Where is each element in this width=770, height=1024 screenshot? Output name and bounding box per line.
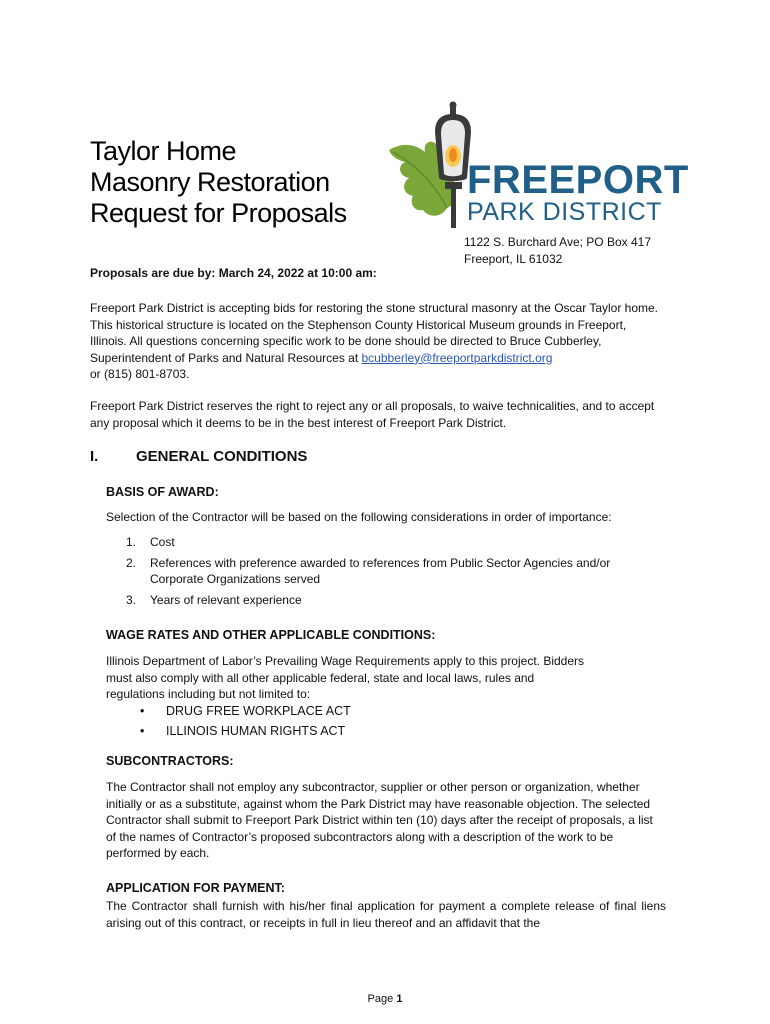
list-item	[140, 701, 351, 721]
list-item-text: Years of relevant experience	[150, 592, 302, 607]
section-title: GENERAL CONDITIONS	[136, 448, 308, 465]
bullet-icon: •	[140, 724, 145, 738]
intro-phone-line: or (815) 801-8703.	[90, 367, 190, 382]
section-number: I.	[90, 448, 99, 465]
compliance-bullet-list	[140, 701, 351, 741]
reserve-rights-paragraph: Freeport Park District reserves the right to reject any or all proposals, to waive technicalities, and to accept any proposal which it deems to be in the best interest of Freeport Park District.	[90, 399, 655, 430]
wage-rates-heading: WAGE RATES AND OTHER APPLICABLE CONDITIONS:	[106, 628, 436, 642]
title-line-1: Taylor Home	[90, 136, 237, 166]
list-item	[126, 592, 656, 609]
due-date-line: Proposals are due by: March 24, 2022 at 10:00 am:	[90, 266, 377, 280]
section-heading	[90, 448, 307, 465]
criteria-list	[126, 534, 656, 612]
wage-line-2: must also comply with all other applicable federal, state and local laws, rules and	[106, 670, 535, 685]
intro-text: Freeport Park District is accepting bids for restoring the stone structural masonry at the Oscar Taylor home. This historical structure is located on the Stephenson County Historical Museum grounds in Freeport, Illinois. All questions concerning specific work to be done should be directed to Bruce Cubberley, Superintendent of Parks and Natural Resources at	[90, 301, 659, 365]
list-item-text: Cost	[150, 535, 175, 549]
brand-name-freeport: FREEPORT	[467, 158, 689, 202]
basis-intro-text: Selection of the Contractor will be based on the following considerations in order of importance:	[106, 510, 612, 524]
contact-email-link[interactable]: bcubberley@freeportparkdistrict.org	[361, 350, 553, 365]
basis-of-award-heading: BASIS OF AWARD:	[106, 485, 219, 499]
bullet-icon: •	[140, 704, 145, 718]
list-item	[140, 721, 351, 741]
list-item-text: References with preference awarded to references from Public Sector Agencies and/or Corporate Organizations served	[150, 555, 611, 587]
payment-heading: APPLICATION FOR PAYMENT:	[106, 881, 285, 895]
address-line-2: Freeport, IL 61032	[464, 252, 563, 266]
title-line-2: Masonry Restoration	[90, 167, 330, 197]
payment-text: The Contractor shall furnish with his/her final application for payment a complete release of final liens arising out of this contract, or receipts in full in lieu thereof and an affidavit that the	[106, 899, 666, 930]
mailing-address	[464, 234, 651, 268]
document-title	[90, 136, 347, 229]
wage-rates-text	[106, 653, 666, 703]
list-item-number: 3.	[126, 592, 137, 607]
freeport-park-district-logo	[385, 100, 689, 230]
page-number	[0, 993, 770, 1005]
list-item	[126, 555, 656, 588]
bullet-text: ILLINOIS HUMAN RIGHTS ACT	[166, 724, 346, 738]
title-line-3: Request for Proposals	[90, 198, 347, 228]
list-item-number: 1.	[126, 535, 137, 549]
wage-line-1: Illinois Department of Labor’s Prevailing Wage Requirements apply to this project. Bidders	[106, 654, 585, 668]
list-item	[126, 534, 656, 551]
bullet-text: DRUG FREE WORKPLACE ACT	[166, 704, 351, 718]
address-line-1: 1122 S. Burchard Ave; PO Box 417	[464, 235, 652, 249]
list-item-number: 2.	[126, 555, 137, 570]
wage-line-3: regulations including but not limited to:	[106, 687, 311, 702]
subcontractors-heading: SUBCONTRACTORS:	[106, 754, 234, 768]
page-number-value: 1	[396, 993, 403, 1005]
page-label: Page	[367, 993, 394, 1005]
intro-paragraph	[90, 300, 665, 383]
brand-name-park-district: PARK DISTRICT	[467, 198, 662, 226]
subcontractors-text: The Contractor shall not employ any subcontractor, supplier or other person or organization, whether initially or as a substitute, against whom the Park District may have reasonable objection. The selected Contractor shall submit to Freeport Park District within ten (10) days after the receipt of proposals, a list of the names of Contractor’s proposed subcontractors along with a description of the work to be performed by each.	[106, 780, 653, 861]
